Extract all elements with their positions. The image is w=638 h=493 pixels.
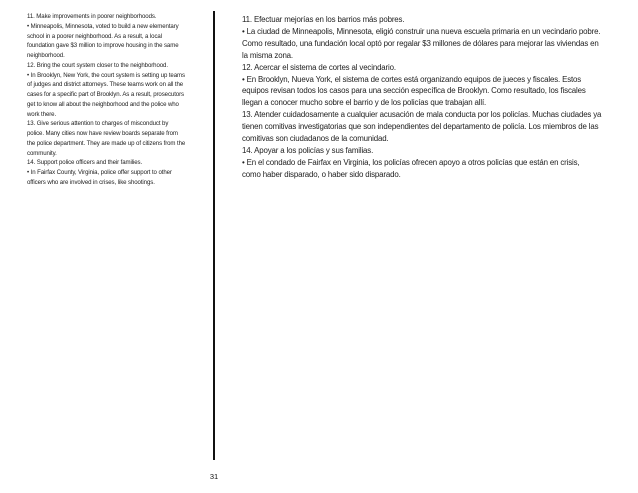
text-line: • Minneapolis, Minnesota, voted to build a new elementary	[27, 22, 179, 30]
text-line: 11. Make improvements in poorer neighborhoods.	[27, 13, 157, 20]
text-line: of judges and district attorneys. These teams work on all the	[27, 81, 184, 89]
text-line: • In Fairfax County, Virginia, police offer support to other	[27, 169, 172, 176]
text-line: school in a poorer neighborhood. As a result, a local	[27, 32, 162, 40]
page-number: 31	[209, 472, 219, 481]
text-line: 13. Atender cuidadosamente a cualquier acusación de mala conducta por los policías. Muchas ciudades ya	[242, 110, 602, 120]
text-line: 13. Give serious attention to charges of misconduct by	[27, 120, 169, 128]
text-line: 12. Bring the court system closer to the neighborhood.	[27, 61, 168, 69]
text-line: get to know all about the neighborhood and the police who	[27, 100, 179, 108]
spanish-text-column	[242, 14, 624, 181]
text-line: neighborhood.	[27, 52, 65, 59]
text-line: 14. Support police officers and their families.	[27, 159, 143, 167]
text-line: the police department. They are made up of citizens from the	[27, 139, 186, 147]
text-line: tienen comitivas investigatorias que son independientes del departamento de policía. Los miembros de las	[242, 122, 599, 132]
text-line: equipos revisan todos los casos para una sección específica de Brooklyn. Como resultado, los fiscales	[242, 86, 586, 96]
text-line: 11. Efectuar mejorías en los barrios más pobres.	[242, 15, 405, 24]
text-line: como haber disparado, o haber sido disparado.	[242, 169, 401, 179]
text-line: cases for a specific part of Brooklyn. As a result, prosecutors	[27, 91, 184, 98]
text-line: foundation gave $3 million to improve housing in the same	[27, 42, 179, 50]
text-line: • En el condado de Fairfax en Virginia, los policías ofrecen apoyo a otros policías que están en crisis,	[242, 157, 580, 167]
english-text-column	[27, 12, 210, 188]
text-line: community.	[27, 149, 57, 157]
text-line: • La ciudad de Minneapolis, Minnesota, eligió construir una nueva escuela primaria en un vecindario pobre.	[242, 26, 601, 36]
text-line: officers who are involved in crises, like shootings.	[27, 178, 155, 186]
text-line: llegan a conocer mucho sobre el barrio y de los policías que trabajan allí.	[242, 98, 487, 108]
text-line: la misma zona.	[242, 50, 293, 60]
text-line: • In Brooklyn, New York, the court system is setting up teams	[27, 71, 185, 79]
text-line: police. Many cities now have review boards separate from	[27, 130, 178, 137]
text-line: 14. Apoyar a los policías y sus familias.	[242, 145, 374, 155]
text-line: • En Brooklyn, Nueva York, el sistema de cortes está organizando equipos de jueces y fiscales. Estos	[242, 74, 582, 84]
text-line: Como resultado, una fundación local optó por regalar $3 millones de dólares para mejorar las viviendas en	[242, 38, 599, 48]
column-divider	[213, 11, 215, 460]
text-line: work there.	[27, 110, 57, 118]
text-line: 12. Acercar el sistema de cortes al vecindario.	[242, 62, 396, 72]
text-line: comitivas son ciudadanos de la comunidad.	[242, 134, 389, 144]
